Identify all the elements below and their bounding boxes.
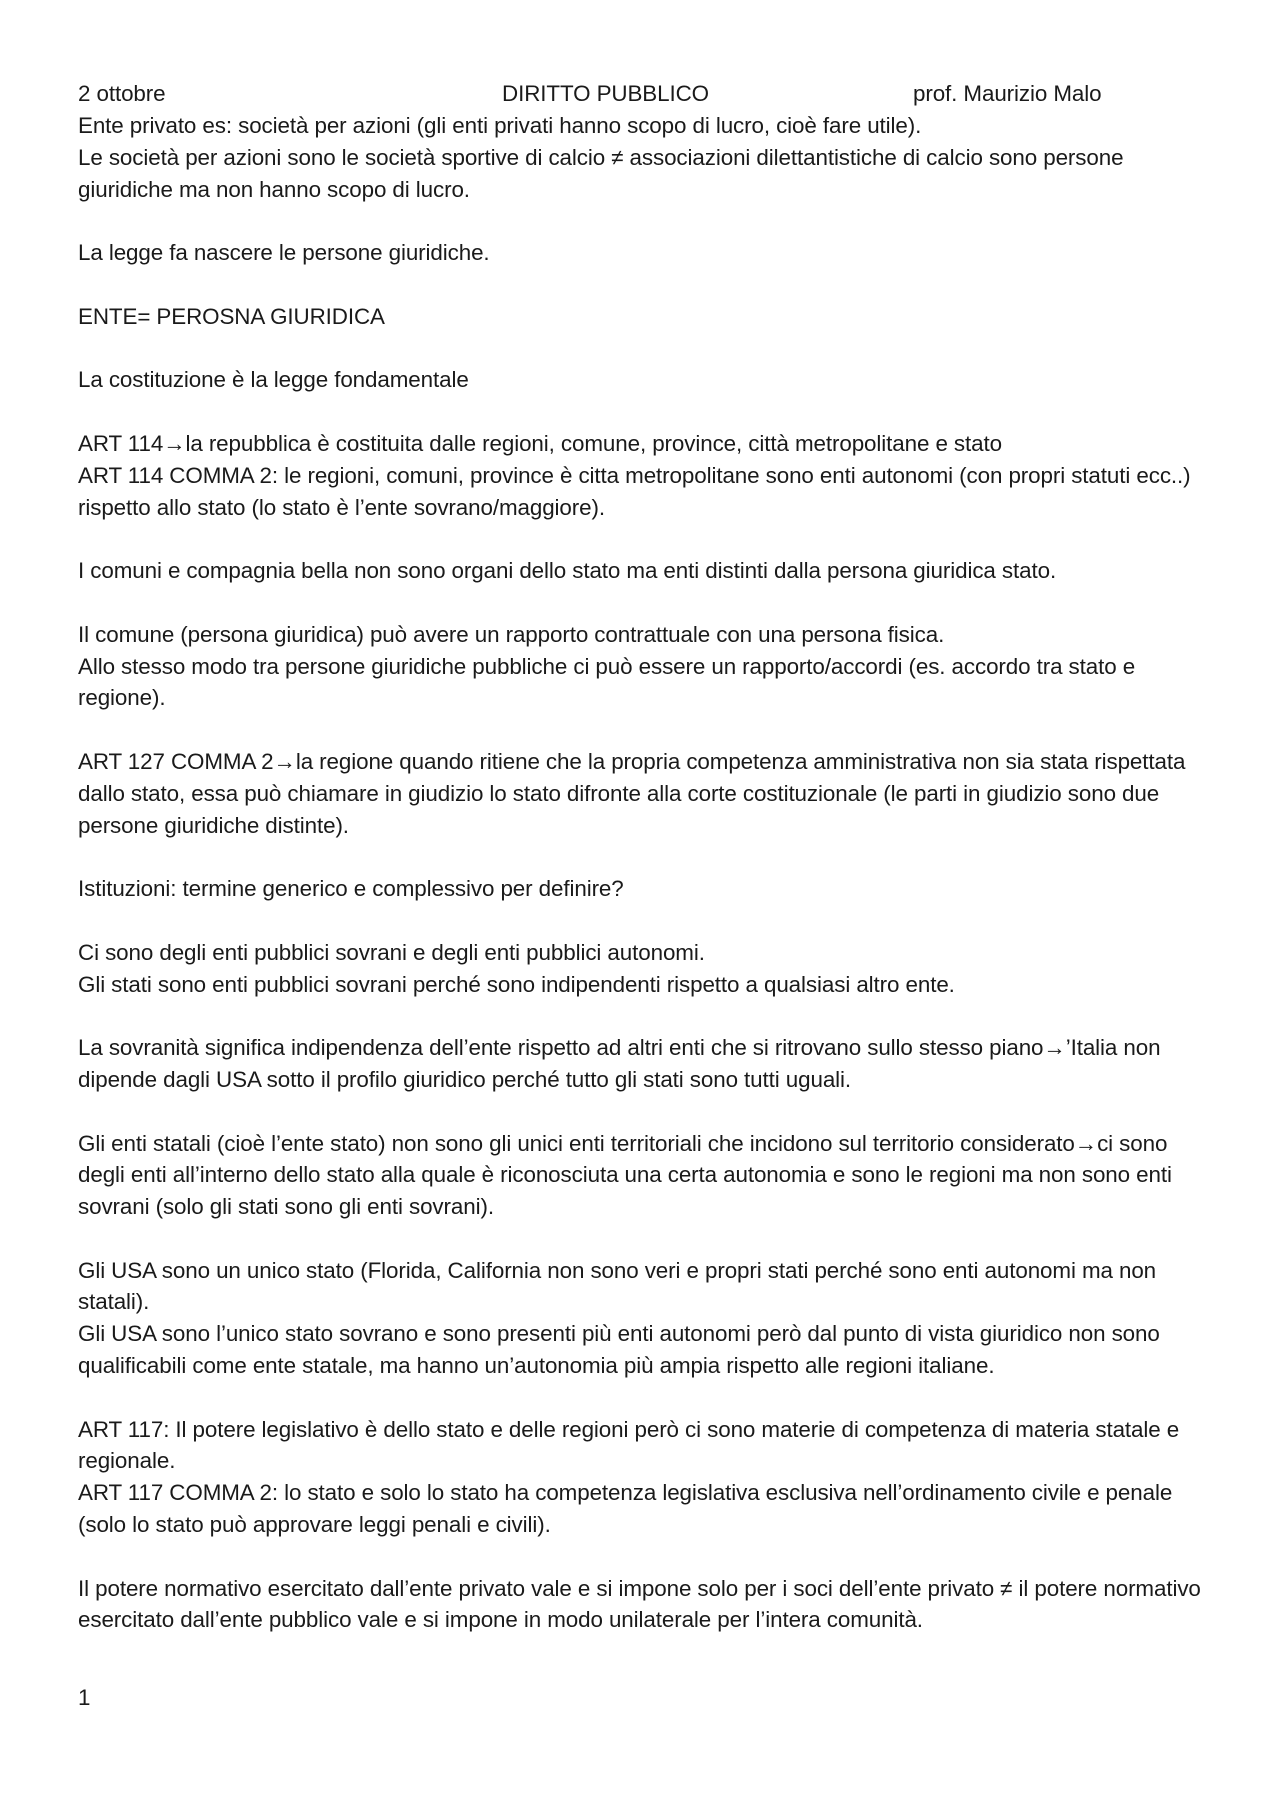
document-body — [78, 78, 1208, 1668]
text-line: Gli enti statali (cioè l’ente stato) non sono gli unici enti territoriali che incidono sul territorio considerato→ci sono degli enti all’interno dello stato alla quale è riconosciuta una certa autonomia e sono le regioni ma non sono enti sovrani (solo gli stati sono gli enti sovrani). — [78, 1130, 1178, 1220]
text-line: Gli USA sono un unico stato (Florida, California non sono veri e propri stati perché sono enti autonomi ma non statali). — [78, 1257, 1163, 1315]
paragraph — [78, 937, 1208, 1001]
paragraph — [78, 1032, 1208, 1096]
paragraph — [78, 237, 1208, 269]
page-header — [78, 78, 1208, 110]
header-professor: prof. Maurizio Malo — [913, 81, 1102, 106]
paragraph — [78, 1128, 1208, 1223]
text-line: ART 117 COMMA 2: lo stato e solo lo stato ha competenza legislativa esclusiva nell’ordinamento civile e penale (solo lo stato può approvare leggi penali e civili). — [78, 1480, 1179, 1538]
text-line: Istituzioni: termine generico e complessivo per definire? — [78, 876, 624, 902]
text-line: La costituzione è la legge fondamentale — [78, 367, 469, 393]
text-line: La legge fa nascere le persone giuridiche. — [78, 240, 490, 266]
paragraph — [78, 110, 1208, 205]
paragraph — [78, 1573, 1208, 1637]
header-date: 2 ottobre — [78, 81, 166, 106]
text-line: I comuni e compagnia bella non sono organi dello stato ma enti distinti dalla persona giuridica stato. — [78, 558, 1057, 584]
text-line: ART 117: Il potere legislativo è dello stato e delle regioni però ci sono materie di competenza di materia statale e regionale. — [78, 1416, 1186, 1474]
text-line: ART 114 COMMA 2: le regioni, comuni, province è citta metropolitane sono enti autonomi (con propri statuti ecc..) rispetto allo stato (lo stato è l’ente sovrano/maggiore). — [78, 462, 1197, 520]
text-line: ART 114→la repubblica è costituita dalle regioni, comune, province, città metropolitane e stato — [78, 430, 1002, 456]
paragraph — [78, 873, 1208, 905]
paragraph — [78, 555, 1208, 587]
text-line: ART 127 COMMA 2→la regione quando ritiene che la propria competenza amministrativa non sia stata rispettata dallo stato, essa può chiamare in giudizio lo stato difronte alla corte costituzionale (le parti in giudizio sono due persone giuridiche distinte). — [78, 748, 1192, 838]
text-line: Le società per azioni sono le società sportive di calcio ≠ associazioni dilettantistiche di calcio sono persone giuridiche ma non hanno scopo di lucro. — [78, 144, 1130, 202]
text-line: Il potere normativo esercitato dall’ente privato vale e si impone solo per i soci dell’ente privato ≠ il potere normativo esercitato dall’ente pubblico vale e si impone in modo unilaterale per l’intera comunità. — [78, 1575, 1207, 1633]
header-subject: DIRITTO PUBBLICO — [502, 81, 710, 106]
paragraph — [78, 1414, 1208, 1541]
paragraph — [78, 1255, 1208, 1382]
paragraph — [78, 301, 1208, 333]
paragraph — [78, 364, 1208, 396]
paragraph — [78, 619, 1208, 714]
page-number: 1 — [78, 1685, 91, 1710]
text-line: Allo stesso modo tra persone giuridiche pubbliche ci può essere un rapporto/accordi (es. accordo tra stato e regione). — [78, 653, 1142, 711]
text-line: ENTE= PEROSNA GIURIDICA — [78, 303, 385, 329]
text-line: Gli USA sono l’unico stato sovrano e sono presenti più enti autonomi però dal punto di vista giuridico non sono qualificabili come ente statale, ma hanno un’autonomia più ampia rispetto alle regioni italiane. — [78, 1321, 1166, 1379]
text-line: Ci sono degli enti pubblici sovrani e degli enti pubblici autonomi. — [78, 939, 705, 965]
text-line: Gli stati sono enti pubblici sovrani perché sono indipendenti rispetto a qualsiasi altro ente. — [78, 971, 955, 997]
text-line: Il comune (persona giuridica) può avere un rapporto contrattuale con una persona fisica. — [78, 621, 945, 647]
text-line: La sovranità significa indipendenza dell’ente rispetto ad altri enti che si ritrovano sullo stesso piano→’Italia non dipende dagli USA sotto il profilo giuridico perché tutto gli stati sono tutti uguali. — [78, 1035, 1167, 1092]
paragraph — [78, 428, 1208, 523]
paragraph — [78, 746, 1208, 841]
text-line: Ente privato es: società per azioni (gli enti privati hanno scopo di lucro, cioè fare utile). — [78, 113, 922, 138]
